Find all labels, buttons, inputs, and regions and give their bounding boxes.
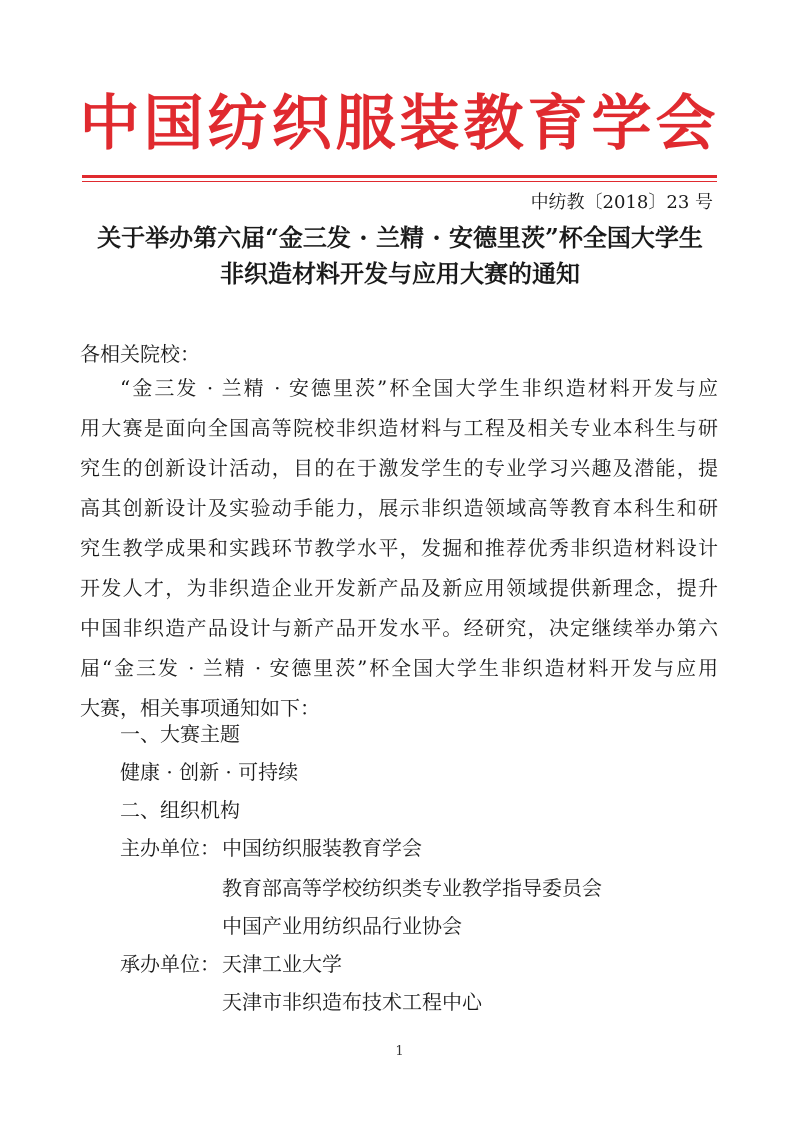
paragraph-line: 究生的创新设计活动，目的在于激发学生的专业学习兴趣及潜能，提: [80, 456, 718, 480]
sponsor-label: 主办单位：: [120, 836, 220, 860]
document-title-line-2: 非织造材料开发与应用大赛的通知: [220, 259, 580, 288]
paragraph-line: “金三发 · 兰精 · 安德里茨”杯全国大学生非织造材料开发与应: [120, 376, 718, 400]
letterhead-red-rule-thin: [82, 181, 717, 182]
paragraph-line: 中国非织造产品设计与新产品开发水平。经研究，决定继续举办第六: [80, 616, 718, 640]
paragraph-line: 高其创新设计及实验动手能力，展示非织造领域高等教育本科生和研: [80, 496, 718, 520]
paragraph-line: 开发人才，为非织造企业开发新产品及新应用领域提供新理念，提升: [80, 576, 718, 600]
section-1-heading: 一、大赛主题: [120, 722, 240, 746]
letterhead-org-name: 中国纺织服装教育学会: [79, 89, 720, 159]
page-number: 1: [395, 1044, 404, 1059]
salutation: 各相关院校：: [80, 342, 200, 366]
sponsor-item: 教育部高等学校纺织类专业教学指导委员会: [222, 876, 602, 900]
section-1-content: 健康 · 创新 · 可持续: [120, 760, 299, 784]
document-title-line-1: 关于举办第六届“金三发 · 兰精 · 安德里茨”杯全国大学生: [97, 223, 703, 252]
paragraph-line: 用大赛是面向全国高等院校非织造材料与工程及相关专业本科生与研: [80, 416, 718, 440]
paragraph-line: 届“金三发 · 兰精 · 安德里茨”杯全国大学生非织造材料开发与应用: [80, 656, 718, 680]
organizer-item: 天津工业大学: [222, 952, 342, 976]
document-number: 中纺教〔2018〕23 号: [530, 192, 713, 213]
section-2-heading: 二、组织机构: [120, 798, 240, 822]
letterhead-red-rule: [82, 175, 717, 178]
paragraph-line: 究生教学成果和实践环节教学水平，发掘和推荐优秀非织造材料设计: [80, 536, 718, 560]
paragraph-line: 大赛，相关事项通知如下：: [80, 696, 320, 720]
sponsor-item: 中国纺织服装教育学会: [222, 836, 422, 860]
organizer-item: 天津市非织造布技术工程中心: [222, 990, 482, 1014]
organizer-label: 承办单位：: [120, 952, 220, 976]
sponsor-item: 中国产业用纺织品行业协会: [222, 914, 462, 938]
